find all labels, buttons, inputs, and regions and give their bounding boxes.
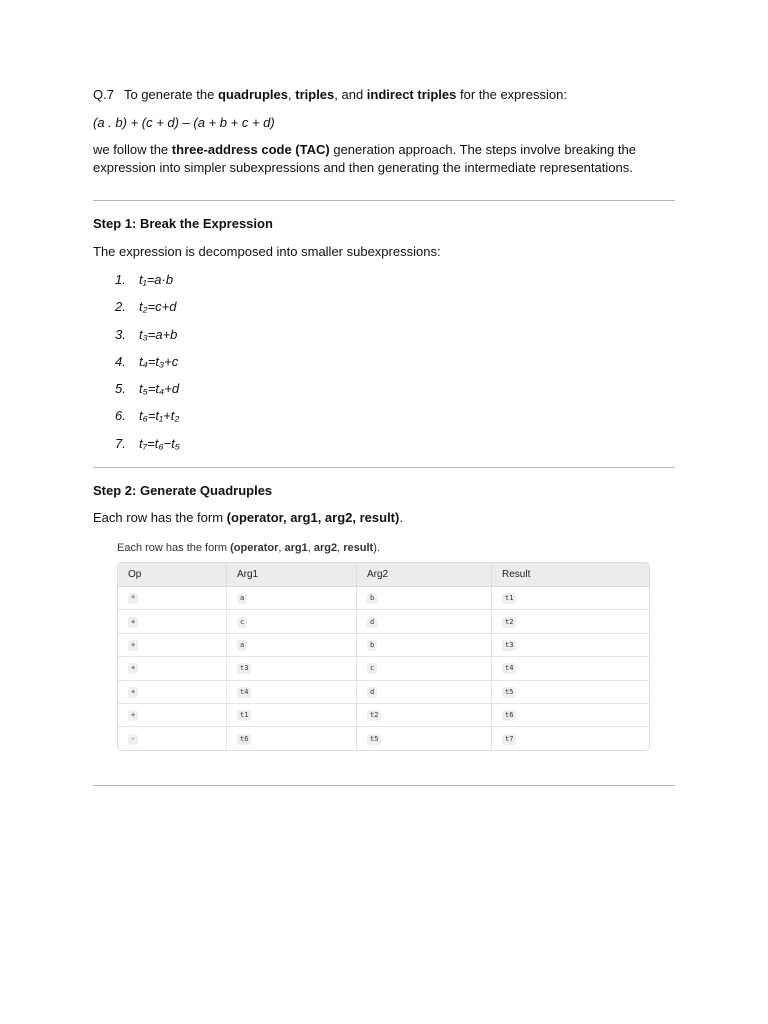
bold-text: quadruples [217, 87, 289, 102]
table-cell [356, 727, 491, 749]
list-item [93, 326, 675, 353]
table-cell [356, 610, 491, 633]
table-cell [356, 681, 491, 704]
text-run: , [307, 542, 314, 555]
subexpression-list [93, 271, 675, 462]
list-item-number: 6. [115, 408, 126, 424]
list-item-text: t₄=t₃+c [139, 353, 179, 369]
column-header: Op [118, 563, 226, 587]
table-row [118, 634, 649, 657]
text-run: , [337, 542, 344, 555]
text-run: , [278, 542, 285, 555]
text-run: To generate the [123, 87, 218, 102]
bold-text: three-address code (TAC) [171, 142, 330, 157]
document-page [93, 86, 675, 786]
table-cell [491, 727, 649, 749]
list-item-text: t₁=a·b [139, 272, 174, 287]
code-chip: b [367, 640, 377, 651]
bold-text: arg2 [313, 542, 338, 555]
text-run: ). [373, 542, 380, 555]
text-run: for the expression: [456, 87, 567, 102]
code-chip: t1 [237, 710, 251, 721]
embedded-caption [117, 541, 649, 555]
code-chip: c [367, 663, 377, 674]
approach-paragraph [93, 141, 675, 177]
text-run: Each row has the form [93, 510, 227, 526]
list-item-text: t₂=c+d [139, 299, 177, 315]
code-chip: t2 [502, 617, 516, 628]
table-row [118, 587, 649, 610]
code-chip: d [367, 687, 377, 698]
code-chip: d [367, 617, 377, 628]
bold-text: (operator [230, 542, 279, 555]
code-chip: t4 [237, 687, 251, 698]
code-chip: a [237, 640, 247, 651]
code-chip: t3 [502, 640, 516, 651]
question-intro [93, 86, 675, 104]
table-cell [226, 657, 356, 680]
code-chip: + [128, 640, 138, 651]
question-number: Q.7 [93, 87, 114, 102]
table-cell [118, 681, 226, 704]
table-cell [118, 634, 226, 657]
step2-heading: Step 2: Generate Quadruples [93, 483, 273, 499]
table-cell [356, 704, 491, 727]
section-divider [93, 785, 675, 786]
code-chip: t5 [367, 734, 381, 745]
column-header: Result [491, 563, 649, 587]
list-item-number: 3. [115, 326, 126, 342]
list-item-text: t₆=t₁+t₂ [139, 408, 180, 424]
table-cell [118, 587, 226, 610]
table-cell [118, 704, 226, 727]
table-cell [491, 657, 649, 680]
table-cell [118, 657, 226, 680]
text-run: . [399, 510, 403, 526]
table-cell [356, 657, 491, 680]
code-chip: + [128, 710, 138, 721]
expression: (a . b) + (c + d) – (a + b + c + d) [93, 115, 275, 130]
table-cell [118, 610, 226, 633]
table-cell [226, 634, 356, 657]
list-item [93, 271, 675, 298]
table-cell [491, 704, 649, 727]
code-chip: t2 [367, 710, 381, 721]
table-cell [491, 587, 649, 610]
table-cell [226, 681, 356, 704]
code-chip: b [367, 593, 377, 604]
table-row [118, 610, 649, 633]
table-body [118, 587, 649, 750]
bold-text: (operator, arg1, arg2, result) [226, 510, 400, 526]
code-chip: c [237, 617, 247, 628]
code-chip: - [128, 734, 138, 745]
code-chip: t6 [237, 734, 251, 745]
table-cell [491, 681, 649, 704]
code-chip: t1 [502, 593, 516, 604]
table-header-row [118, 563, 649, 587]
text-run: , and [334, 87, 367, 102]
table-cell [356, 587, 491, 610]
code-chip: t7 [502, 734, 516, 745]
bold-text: triples [295, 87, 335, 102]
quadruples-screenshot [117, 541, 649, 751]
list-item-text: t₃=a+b [139, 326, 178, 342]
code-chip: + [128, 687, 138, 698]
table-cell [491, 634, 649, 657]
code-chip: t4 [502, 663, 516, 674]
list-item-text: t₅=t₄+d [139, 381, 180, 397]
bold-text: result [343, 542, 374, 555]
table-cell [226, 704, 356, 727]
table-cell [226, 587, 356, 610]
column-header: Arg1 [226, 563, 356, 587]
table-row [118, 704, 649, 727]
table-cell [356, 634, 491, 657]
code-chip: + [128, 663, 138, 674]
question-intro-text [124, 87, 567, 102]
list-item-number: 2. [115, 299, 126, 315]
list-item-number: 1. [115, 272, 126, 287]
table-row [118, 727, 649, 749]
list-item [93, 353, 675, 380]
text-run: generation approach. The steps involve breaking the expression into simpler subexpressions and then generating the intermediate representations. [93, 142, 636, 175]
code-chip: * [128, 593, 138, 604]
table-cell [226, 727, 356, 749]
text-run: Each row has the form [117, 542, 231, 555]
bold-text: arg1 [284, 542, 308, 555]
bold-text: indirect triples [366, 87, 457, 102]
table-cell [491, 610, 649, 633]
text-run: we follow the [93, 142, 172, 157]
list-item-text: t₇=t₆−t₅ [139, 435, 181, 451]
step1-heading: Step 1: Break the Expression [93, 216, 273, 231]
step1-description: The expression is decomposed into smaller subexpressions: [93, 244, 441, 259]
list-item [93, 380, 675, 407]
quadruples-table [117, 562, 650, 751]
code-chip: t3 [237, 663, 251, 674]
text-run: , [288, 87, 296, 102]
code-chip: t6 [502, 710, 516, 721]
list-item [93, 435, 675, 462]
code-chip: + [128, 617, 138, 628]
code-chip: t5 [502, 687, 516, 698]
table-row [118, 681, 649, 704]
list-item-number: 7. [115, 435, 126, 451]
column-header: Arg2 [356, 563, 491, 587]
step2-form-description [93, 509, 675, 527]
code-chip: a [237, 593, 247, 604]
table-cell [118, 727, 226, 749]
list-item-number: 5. [115, 381, 126, 397]
list-item [93, 407, 675, 434]
list-item [93, 298, 675, 325]
section-divider [93, 200, 675, 201]
list-item-number: 4. [115, 353, 126, 369]
table-row [118, 657, 649, 680]
section-divider [93, 467, 675, 468]
table-cell [226, 610, 356, 633]
